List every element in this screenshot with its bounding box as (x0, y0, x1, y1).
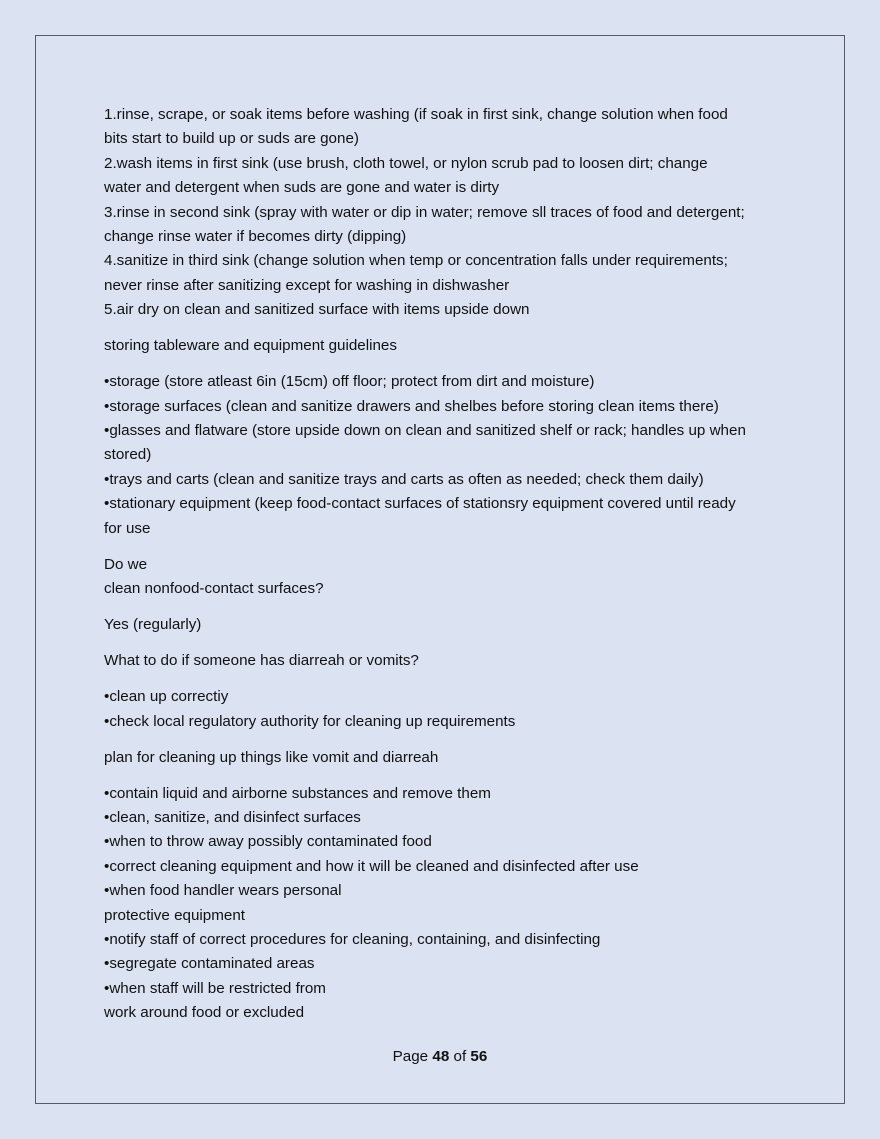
vomit-question: What to do if someone has diarreah or vomits? (104, 652, 419, 670)
list-item: •when staff will be restricted from (104, 979, 326, 997)
current-page-number: 48 (432, 1048, 450, 1065)
storing-list (104, 370, 794, 541)
storing-heading (104, 334, 794, 358)
step-line: bits start to build up or suds are gone) (104, 130, 359, 148)
step-line: 1.rinse, scrape, or soak items before washing (if soak in first sink, change solution when food (104, 106, 728, 123)
step-line: 5.air dry on clean and sanitized surface with items upside down (104, 301, 530, 319)
step-line: never rinse after sanitizing except for washing in dishwasher (104, 276, 510, 294)
answer-text: Yes (regularly) (104, 616, 202, 634)
step-line: 4.sanitize in third sink (change solution when temp or concentration falls under requirements; (104, 252, 728, 270)
plan-list (104, 782, 794, 1026)
step-line: 2.wash items in first sink (use brush, cloth towel, or nylon scrub pad to loosen dirt; change (104, 154, 708, 172)
total-pages-number: 56 (470, 1048, 488, 1065)
list-item: •glasses and flatware (store upside down on clean and sanitized shelf or rack; handles up when (104, 422, 746, 440)
list-item: •storage (store atleast 6in (15cm) off floor; protect from dirt and moisture) (104, 373, 595, 391)
list-item: •stationary equipment (keep food-contact surfaces of stationsry equipment covered until ready (104, 495, 736, 513)
list-item: protective equipment (104, 906, 245, 924)
list-item: •trays and carts (clean and sanitize trays and carts as often as needed; check them daily) (104, 470, 704, 488)
vomit-question-block (104, 649, 794, 673)
question-line: Do we (104, 555, 148, 573)
answer-block (104, 613, 794, 637)
plan-heading-block (104, 746, 794, 770)
list-item: •contain liquid and airborne substances and remove them (104, 784, 491, 802)
vomit-list (104, 685, 794, 734)
list-item: •when food handler wears personal (104, 882, 342, 900)
washing-steps (104, 103, 794, 323)
list-item: •notify staff of correct procedures for cleaning, containing, and disinfecting (104, 930, 601, 948)
list-item: •correct cleaning equipment and how it will be cleaned and disinfected after use (104, 857, 639, 875)
list-item: stored) (104, 446, 152, 464)
list-item: •check local regulatory authority for cleaning up requirements (104, 712, 516, 730)
list-item: •clean up correctiy (104, 688, 229, 706)
list-item: •clean, sanitize, and disinfect surfaces (104, 808, 361, 826)
step-line: water and detergent when suds are gone and water is dirty (104, 179, 500, 197)
section-heading: storing tableware and equipment guidelines (104, 337, 397, 355)
page-footer (0, 1045, 880, 1069)
question-line: clean nonfood-contact surfaces? (104, 580, 324, 598)
page-word: Page (392, 1048, 429, 1065)
section-heading: plan for cleaning up things like vomit and diarreah (104, 748, 439, 766)
step-line: change rinse water if becomes dirty (dipping) (104, 228, 407, 246)
document-body (104, 103, 794, 1037)
list-item: for use (104, 519, 151, 537)
of-word: of (453, 1048, 467, 1065)
list-item: •storage surfaces (clean and sanitize drawers and shelbes before storing clean items there) (104, 397, 719, 415)
step-line: 3.rinse in second sink (spray with water or dip in water; remove sll traces of food and detergent; (104, 203, 745, 221)
list-item: •when to throw away possibly contaminated food (104, 833, 432, 851)
list-item: •segregate contaminated areas (104, 955, 315, 973)
list-item: work around food or excluded (104, 1004, 305, 1022)
question-block (104, 553, 794, 602)
